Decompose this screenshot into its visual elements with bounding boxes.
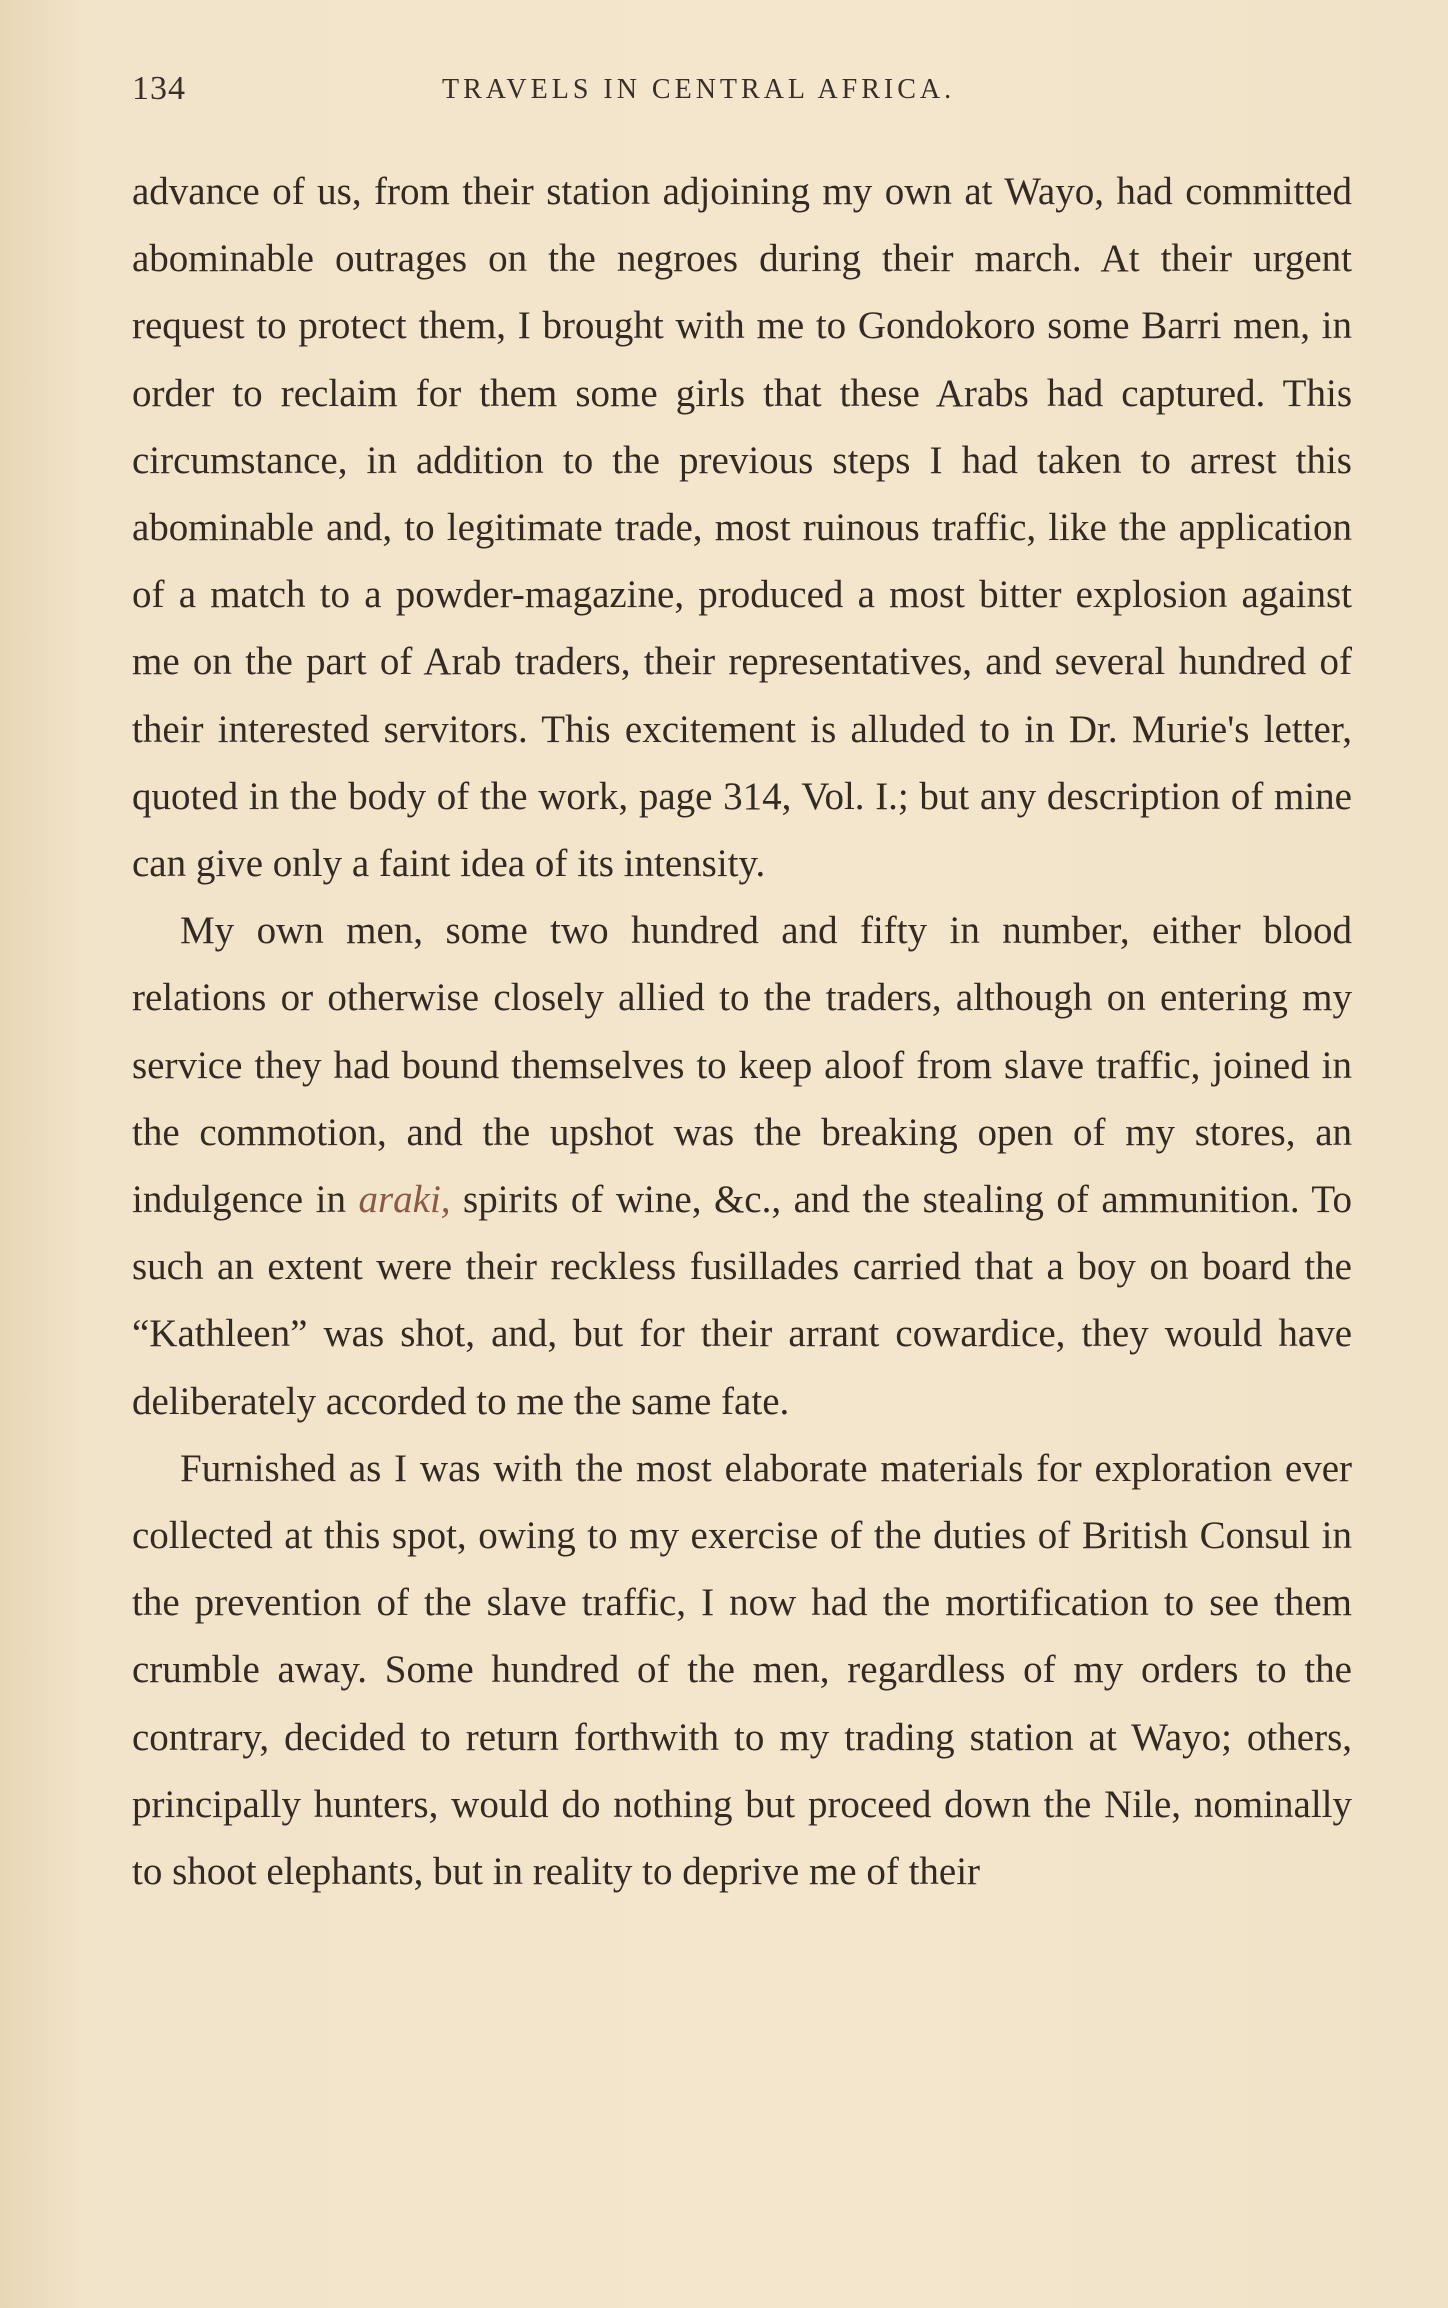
paragraph-2-text-a: My own men, some two hundred and fifty in number, either blood relations or otherwise closely allied to the traders, although on entering my service they had bound themselves to keep aloof from slave traffic, joined in the commotion, and the upshot was the breaking open of my stores, an indulgence in (132, 909, 1352, 1222)
body-text (132, 158, 1352, 1905)
running-head: TRAVELS IN CENTRAL AFRICA. (442, 74, 956, 105)
paragraph-3 (132, 1435, 1352, 1905)
paragraph-3-text: Furnished as I was with the most elaborate materials for exploration ever collected at this spot, owing to my exercise of the duties of British Consul in the prevention of the slave traffic, I now had the mortification to see them crumble away. Some hundred of the men, regardless of my orders to the contrary, decided to return forthwith to my trading station at Wayo; others, principally hunters, would do nothing but proceed down the Nile, nominally to shoot elephants, but in reality to deprive me of their (132, 1446, 1352, 1894)
page-number: 134 (132, 70, 186, 107)
paragraph-2-text-b: spirits of wine, &c., and the stealing of ammunition. To such an extent were their reckless fusillades carried that a boy on board the “Kathleen” was shot, and, but for their arrant cowardice, they would have deliberately accorded to me the same fate. (132, 1178, 1353, 1423)
paragraph-1 (132, 158, 1352, 897)
page-header (132, 70, 1352, 120)
paragraph-2 (132, 897, 1352, 1435)
italic-word: araki, (358, 1178, 451, 1222)
paragraph-1-text: advance of us, from their station adjoining my own at Wayo, had committed abominable outrages on the negroes during their march. At their urgent request to protect them, I brought with me to Gondokoro some Barri men, in order to reclaim for them some girls that these Arabs had captured. This circumstance, in addition to the previous steps I had taken to arrest this abominable and, to legitimate trade, most ruinous traffic, like the application of a match to a powder-magazine, produced a most bitter explosion against me on the part of Arab traders, their representatives, and several hundred of their interested servitors. This excitement is alluded to in Dr. Murie's letter, quoted in the body of the work, page 314, Vol. I.; but any description of mine can give only a faint idea of its intensity. (132, 170, 1352, 886)
